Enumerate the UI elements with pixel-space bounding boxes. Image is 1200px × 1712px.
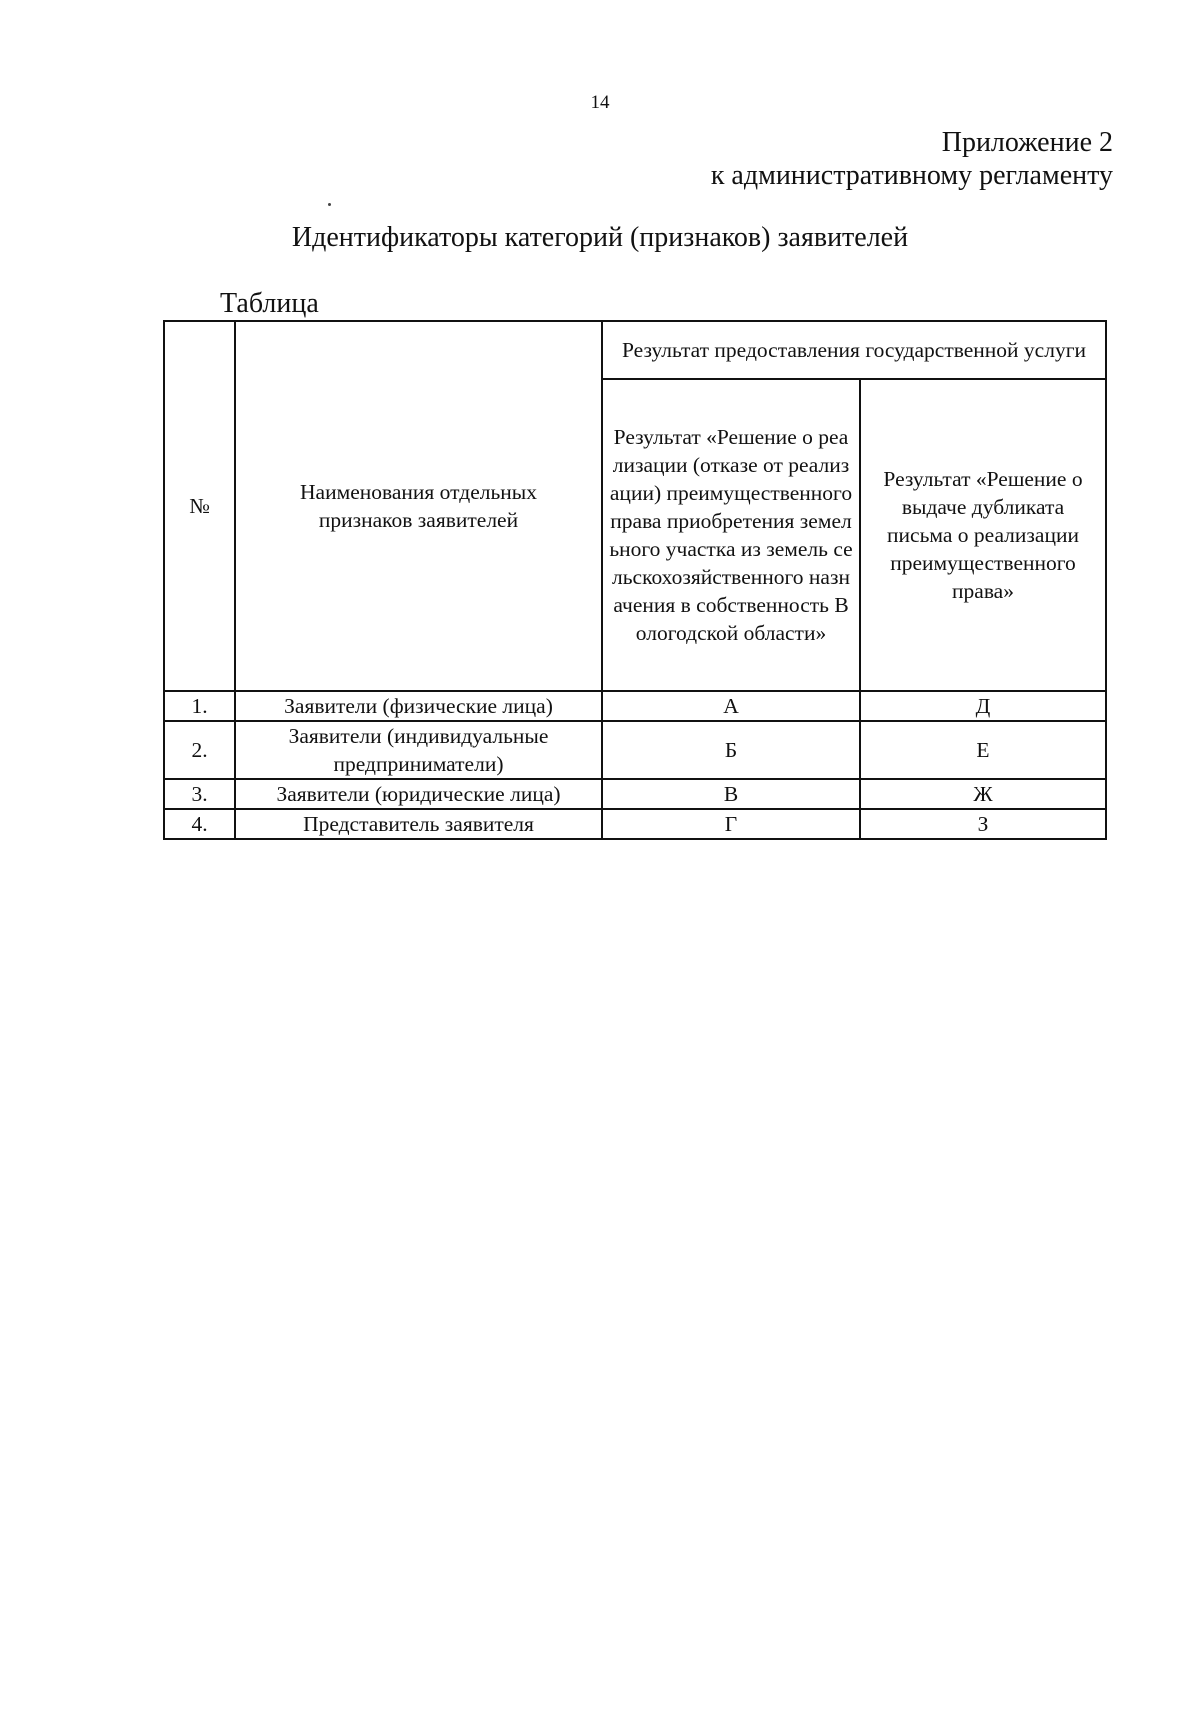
cell-name: Заявители (физические лица) (235, 691, 602, 721)
identifiers-table (163, 320, 1107, 840)
table-row (164, 809, 1106, 839)
cell-result-2: Е (860, 721, 1106, 779)
header-number: № (164, 321, 235, 691)
table-header-row (164, 321, 1106, 379)
cell-name: Заявители (индивидуальные предприниматели) (235, 721, 602, 779)
header-name: Наименования отдельных признаков заявителей (235, 321, 602, 691)
cell-result-2: З (860, 809, 1106, 839)
table-row (164, 779, 1106, 809)
header-group: Результат предоставления государственной услуги (602, 321, 1106, 379)
cell-name: Представитель заявителя (235, 809, 602, 839)
cell-result-1: Г (602, 809, 860, 839)
page-number: 14 (590, 92, 610, 113)
table-row (164, 691, 1106, 721)
table-row (164, 721, 1106, 779)
cell-number: 3. (164, 779, 235, 809)
appendix-header (711, 126, 1113, 192)
cell-result-2: Ж (860, 779, 1106, 809)
cell-result-1: Б (602, 721, 860, 779)
cell-number: 1. (164, 691, 235, 721)
cell-result-1: В (602, 779, 860, 809)
appendix-line-2: к административному регламенту (710, 160, 1113, 191)
document-title: Идентификаторы категорий (признаков) заявителей (291, 222, 909, 253)
cell-result-1: А (602, 691, 860, 721)
cell-name: Заявители (юридические лица) (235, 779, 602, 809)
scan-speck (328, 203, 331, 206)
cell-number: 2. (164, 721, 235, 779)
cell-result-2: Д (860, 691, 1106, 721)
cell-number: 4. (164, 809, 235, 839)
table-label: Таблица (220, 288, 319, 319)
header-result-2: Результат «Решение о выдаче дубликата письма о реализации преимущественного права» (860, 379, 1106, 691)
appendix-line-1: Приложение 2 (941, 127, 1113, 158)
header-result-1: Результат «Решение о реализации (отказе от реализации) преимущественного права приобретения земельного участка из земель сельскохозяйственного назначения в собственность Вологодской области» (602, 379, 860, 691)
